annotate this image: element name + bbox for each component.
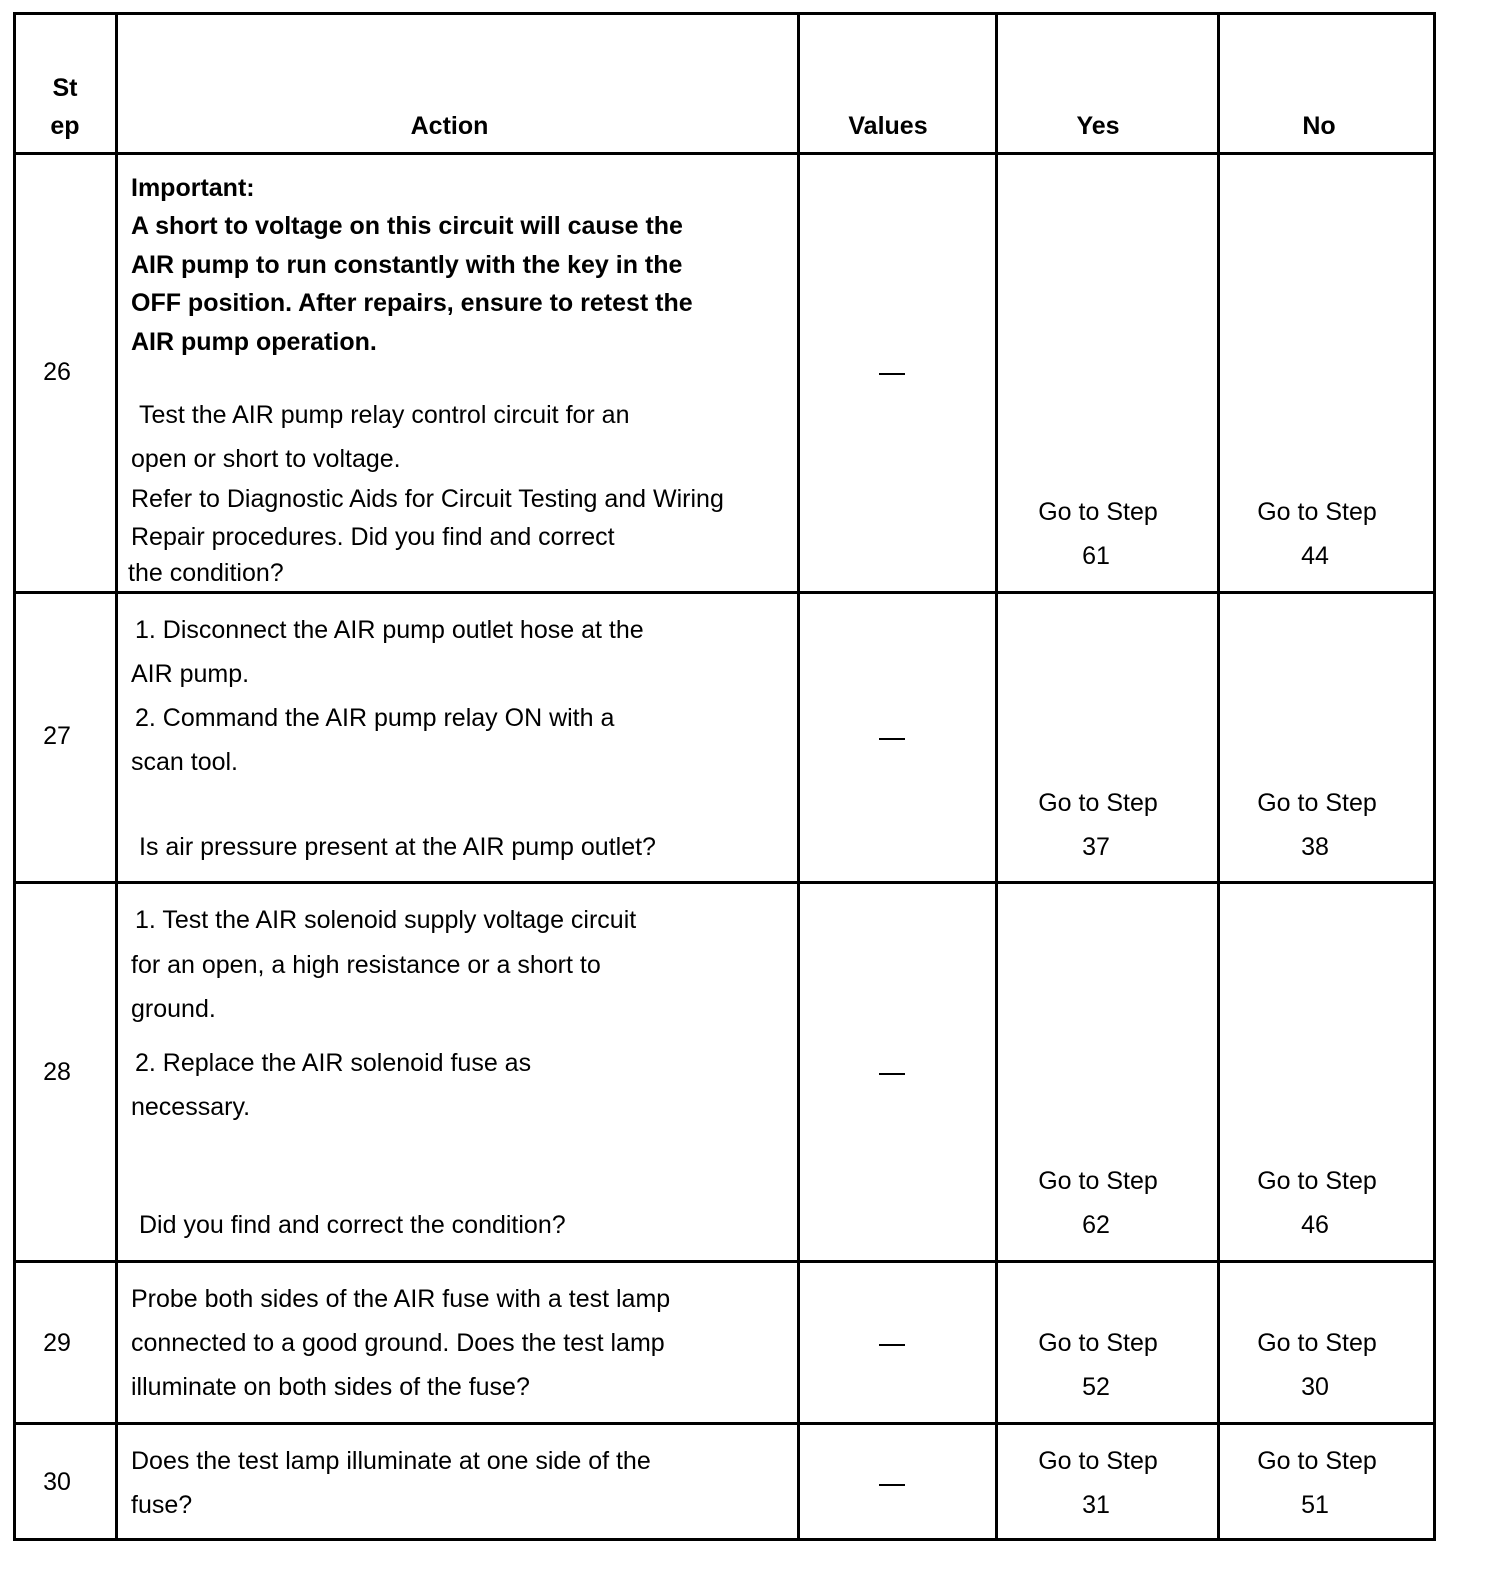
no-go-to-label: Go to Step [1257,1329,1377,1357]
header-step-line1: St [52,74,78,102]
action-text: AIR pump. [131,660,250,688]
yes-go-to-label: Go to Step [1038,1447,1158,1475]
values-dash [879,373,905,375]
yes-step-number: 52 [1082,1373,1110,1401]
column-divider-action [797,15,800,1538]
action-text: 1. Disconnect the AIR pump outlet hose at the [135,616,644,644]
important-text: AIR pump to run constantly with the key in the [131,251,683,279]
action-text: 2. Command the AIR pump relay ON with a [135,704,615,732]
no-go-to-label: Go to Step [1257,498,1377,526]
no-go-to-label: Go to Step [1257,1167,1377,1195]
action-text: Refer to Diagnostic Aids for Circuit Testing and Wiring [131,485,724,513]
row-divider-29 [16,1422,1433,1425]
action-text: scan tool. [131,748,239,776]
values-dash [879,1073,905,1075]
yes-go-to-label: Go to Step [1038,498,1158,526]
yes-step-number: 62 [1082,1211,1110,1239]
values-dash [879,1344,905,1346]
action-text: necessary. [131,1093,251,1121]
yes-step-number: 61 [1082,542,1110,570]
column-divider-values [995,15,998,1538]
step-number: 27 [43,722,71,750]
yes-go-to-label: Go to Step [1038,789,1158,817]
action-text: the condition? [128,559,284,587]
important-label: Important: [131,174,255,202]
values-dash [879,1484,905,1486]
important-text: A short to voltage on this circuit will cause the [131,212,683,240]
row-divider-26 [16,591,1433,594]
header-values: Values [848,112,928,140]
action-text: Does the test lamp illuminate at one side of the [131,1447,651,1475]
no-step-number: 44 [1301,542,1329,570]
action-question: Did you find and correct the condition? [139,1211,566,1239]
action-text: Test the AIR pump relay control circuit for an [139,401,630,429]
column-divider-yes [1217,15,1220,1538]
action-text: Probe both sides of the AIR fuse with a test lamp [131,1285,671,1313]
no-step-number: 30 [1301,1373,1329,1401]
column-divider-step [115,15,118,1538]
important-text: OFF position. After repairs, ensure to retest the [131,289,693,317]
yes-step-number: 31 [1082,1491,1110,1519]
row-divider-28 [16,1260,1433,1263]
step-number: 30 [43,1468,71,1496]
action-text: open or short to voltage. [131,445,401,473]
header-yes: Yes [1076,112,1120,140]
values-dash [879,738,905,740]
important-text: AIR pump operation. [131,328,377,356]
action-text: 1. Test the AIR solenoid supply voltage circuit [135,906,637,934]
action-text: Repair procedures. Did you find and correct [131,523,615,551]
yes-go-to-label: Go to Step [1038,1167,1158,1195]
no-go-to-label: Go to Step [1257,1447,1377,1475]
action-text: ground. [131,995,216,1023]
row-divider-27 [16,881,1433,884]
header-no: No [1302,112,1336,140]
action-text: illuminate on both sides of the fuse? [131,1373,530,1401]
row-divider-header [16,152,1433,155]
no-step-number: 46 [1301,1211,1329,1239]
header-action: Action [410,112,489,140]
action-text: fuse? [131,1491,193,1519]
yes-step-number: 37 [1082,833,1110,861]
no-step-number: 51 [1301,1491,1329,1519]
step-number: 26 [43,358,71,386]
step-number: 28 [43,1058,71,1086]
action-text: connected to a good ground. Does the test lamp [131,1329,665,1357]
no-go-to-label: Go to Step [1257,789,1377,817]
yes-go-to-label: Go to Step [1038,1329,1158,1357]
action-text: 2. Replace the AIR solenoid fuse as [135,1049,532,1077]
step-number: 29 [43,1329,71,1357]
action-text: for an open, a high resistance or a short to [131,951,601,979]
header-step-line2: ep [50,112,80,140]
action-question: Is air pressure present at the AIR pump outlet? [139,833,656,861]
no-step-number: 38 [1301,833,1329,861]
